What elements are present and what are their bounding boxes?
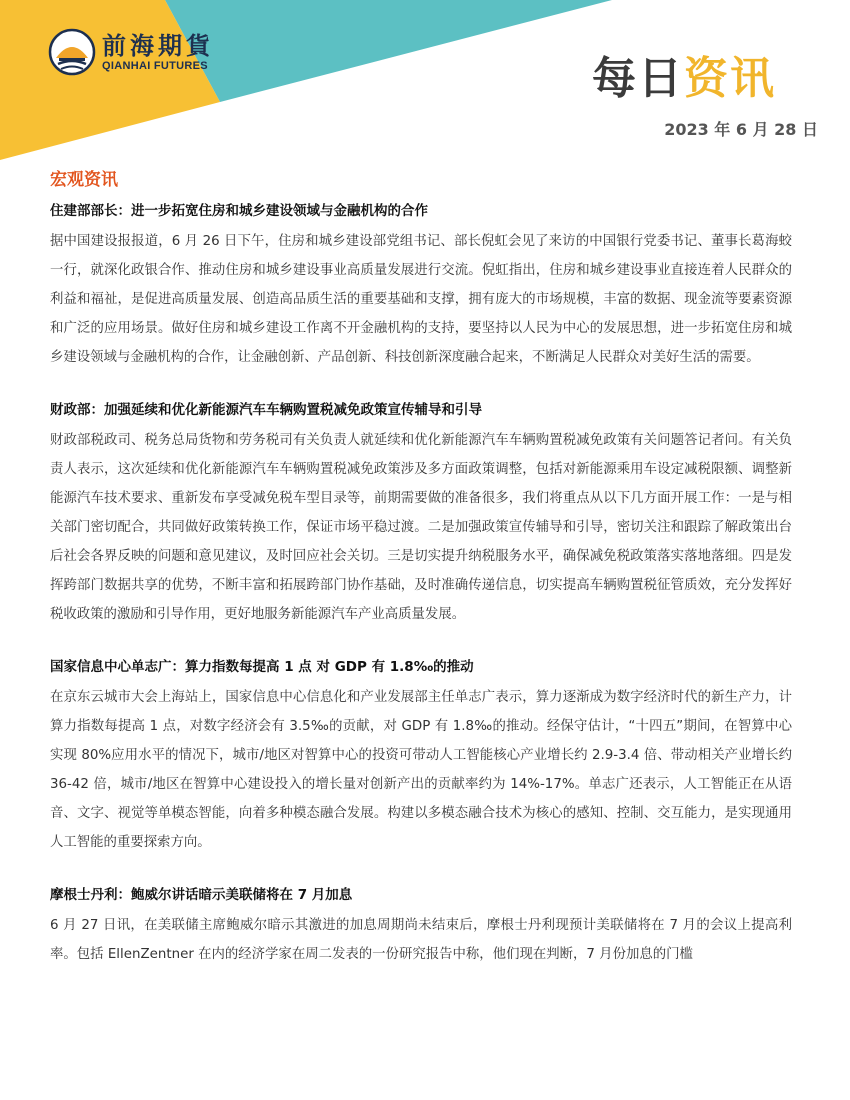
article-body: 财政部税政司、税务总局货物和劳务税司有关负责人就延续和优化新能源汽车车辆购置税减免政策有关问题答记者问。有关负责人表示，这次延续和优化新能源汽车车辆购置税减免政策涉及多方面政策调整，包括对新能源乘用车设定减税限额、调整新能源汽车技术要求、重新发布享受减免税车型目录等，前期需要做的准备很多，我们将重点从以下几方面开展工作：一是与相关部门密切配合，共同做好政策转换工作，保证市场平稳过渡。二是加强政策宣传辅导和引导，密切关注和跟踪了解政策出台后社会各界反映的问题和意见建议，及时回应社会关切。三是切实提升纳税服务水平，确保减免税政策落实落地落细。四是发挥跨部门数据共享的优势，不断丰富和拓展跨部门协作基础，及时准确传递信息，切实提高车辆购置税征管质效，充分发挥好税收政策的激励和引导作用，更好地服务新能源汽车产业高质量发展。 (50, 433, 792, 622)
article (50, 883, 792, 969)
article-body: 据中国建设报报道，6 月 26 日下午，住房和城乡建设部党组书记、部长倪虹会见了来访的中国银行党委书记、董事长葛海蛟一行，就深化政银合作、推动住房和城乡建设事业高质量发展进行交流。倪虹指出，住房和城乡建设事业直接连着人民群众的利益和福祉，是促进高质量发展、创造高品质生活的重要基础和支撑，拥有庞大的市场规模，丰富的数据、现金流等要素资源和广泛的应用场景。做好住房和城乡建设工作离不开金融机构的支持，要坚持以人民为中心的发展思想，进一步拓宽住房和城乡建设领域与金融机构的合作，让金融创新、产品创新、科技创新深度融合起来，不断满足人民群众对美好生活的需要。 (50, 234, 792, 365)
article-title: 财政部：加强延续和优化新能源汽车车辆购置税减免政策宣传辅导和引导 (50, 402, 482, 418)
header-teal-band (165, 0, 612, 102)
logo-name-en: QIANHAI FUTURES (102, 59, 208, 72)
article-title: 摩根士丹利：鲍威尔讲话暗示美联储将在 7 月加息 (50, 887, 353, 903)
article (50, 199, 792, 372)
section-title: 宏观资讯 (50, 170, 118, 190)
report-title (592, 52, 776, 106)
article-body: 在京东云城市大会上海站上，国家信息中心信息化和产业发展部主任单志广表示，算力逐渐成为数字经济时代的新生产力，计算力指数每提高 1 点，对数字经济会有 3.5‰的贡献，对 GDP 有 1.8‰的推动。经保守估计，“十四五”期间，在智算中心实现 80%应用水平的情况下，城市/地区对智算中心的投资可带动人工智能核心产业增长约 2.9-3.4 倍、带动相关产业增长约 36-42 倍，城市/地区在智算中心建设投入的增长量对创新产出的贡献率约为 14%-17%。单志广还表示，人工智能正在从语音、文字、视觉等单模态智能，向着多种模态融合发展。构建以多模态融合技术为核心的感知、控制、交互能力，是实现通用人工智能的重要探索方向。 (50, 690, 792, 850)
logo-text (102, 32, 214, 73)
logo-emblem-icon (48, 28, 96, 76)
article (50, 655, 792, 857)
main-content (50, 167, 792, 995)
company-logo (48, 28, 214, 76)
report-title-part-1: 每日 (592, 53, 684, 104)
report-date: 2023 年 6 月 28 日 (664, 120, 818, 139)
article-body: 6 月 27 日讯，在美联储主席鲍威尔暗示其激进的加息周期尚未结束后，摩根士丹利现预计美联储将在 7 月的会议上提高利率。包括 EllenZentner 在内的经济学家在周二发表的一份研究报告中称，他们现在判断，7 月份加息的门槛 (50, 918, 792, 962)
article (50, 398, 792, 629)
report-title-part-2: 资讯 (684, 53, 776, 104)
article-title: 住建部部长：进一步拓宽住房和城乡建设领域与金融机构的合作 (50, 203, 428, 219)
article-title: 国家信息中心单志广：算力指数每提高 1 点 对 GDP 有 1.8‰的推动 (50, 659, 474, 675)
logo-name-cn: 前海期貨 (102, 30, 214, 60)
